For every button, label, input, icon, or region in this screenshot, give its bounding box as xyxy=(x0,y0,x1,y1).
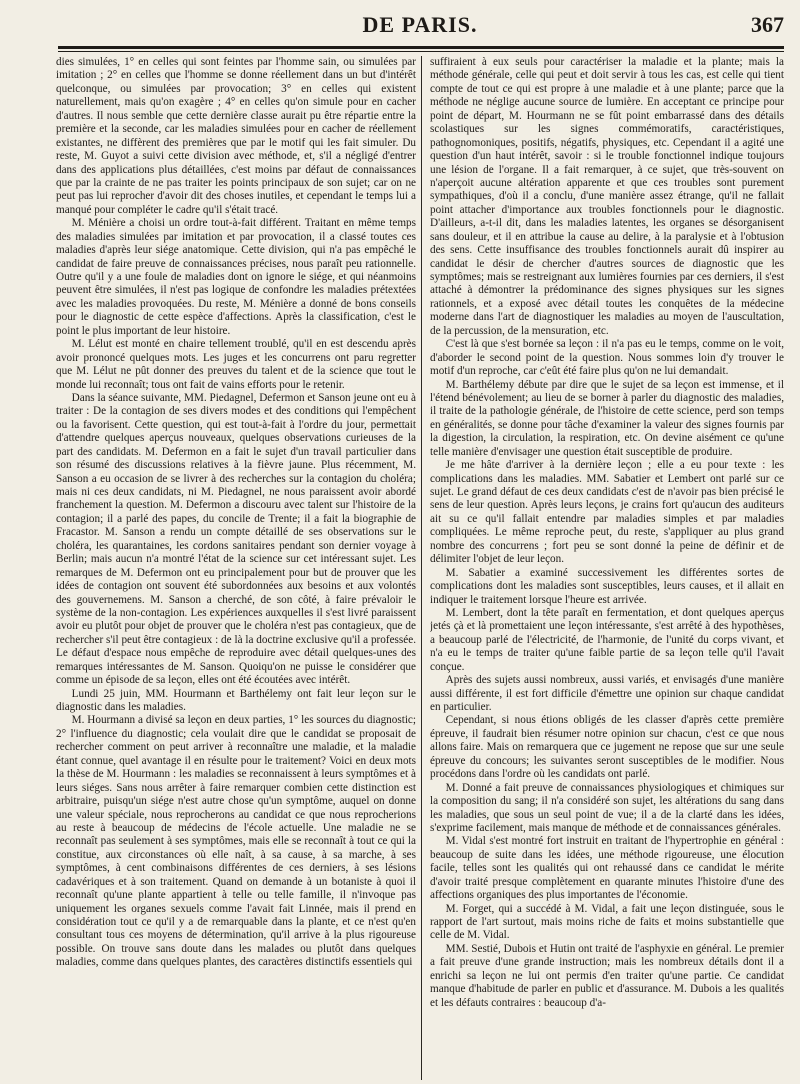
paragraph: M. Ménière a choisi un ordre tout-à-fait différent. Traitant en même temps des maladies simulées par imitation et par provocation, il a classé toutes ces maladies d'après leur siége anatomique. Cette division, qui n'a pas empêché le candidat de faire preuve de connaissances précises, nous paraît peu rationnelle. Outre qu'il y a une foule de maladies dont on ignore le siége, et qui néanmoins peuvent être simulées, il n'est pas logique de confondre les maladies prétextées avec les maladies provoquées. Du reste, M. Ménière a donné de bons conseils pour le diagnostic de cette espèce d'affections. Après la classification, c'est le point le plus important de leur histoire. xyxy=(56,217,416,337)
right-column xyxy=(430,56,784,1080)
column-divider xyxy=(421,56,422,1080)
paragraph: Lundi 25 juin, MM. Hourmann et Barthélemy ont fait leur leçon sur le diagnostic dans les maladies. xyxy=(56,687,416,713)
paragraph: suffiraient à eux seuls pour caractériser la maladie et la plante; mais la méthode générale, celle qui peut et doit servir à tous les cas, est celle qui tient compte de tout ce qui est propre à une maladie et à une plante; parce que la méthode ne néglige aucune source de lumière. En acceptant ce principe pour point de départ, M. Hourmann ne se fût point embarrassé dans des détails scolastiques sur les signes commémoratifs, caractéristiques, pathognomoniques, positifs, négatifs, physiques, etc. Cependant il a agité une question d'un haut intérêt, savoir : si le trouble fonctionnel indique toujours une lésion de l'organe. Il a fait remarquer, à ce sujet, que très-souvent on n'aperçoit aucune altération apparente et que ces troubles sont purement sympathiques, d'où il a conclu, d'une manière assez étrange, qu'il ne fallait point attacher d'importance aux troubles fonctionnels pour le diagnostic. D'ailleurs, a-t-il dit, dans les maladies latentes, les organes se désorganisent sans douleur, et il en attribue la cause au delire, à la paralysie et à l'obtusion des sens. Cette insuffisance des troubles fonctionnels aurait dû inspirer au candidat le désir de chercher d'autres sources de diagnostic que les symptômes; mais se restreignant aux lumières fournies par ces derniers, il s'est attaché à démontrer la prédominance des signes physiques sur les signes rationnels, et a exposé avec détail toutes les conquêtes de la médecine moderne dans l'art de diagnostiquer les maladies au moyen de l'auscultation, de la percussion, de la mensuration, etc. xyxy=(430,56,784,337)
paragraph: MM. Sestié, Dubois et Hutin ont traité de l'asphyxie en général. Le premier a fait preuve d'une grande instruction; mais les nombreux détails dont il a enrichi sa leçon ne lui ont permis d'en traiter qu'une partie. Ce candidat manque d'habitude de parler en public et d'assurance. M. Dubois a les qualités et les défauts contraires : beaucoup d'a- xyxy=(430,942,784,1009)
paragraph: Dans la séance suivante, MM. Piedagnel, Defermon et Sanson jeune ont eu à traiter : De la contagion de ses divers modes et des conditions qui l'empêchent ou la favorisent. Cette question, qui est tout-à-fait à l'ordre du jour, permettait d'attendre quelques aperçus nouveaux, quelques observations curieuses de la part des candidats. M. Defermon en a fait le sujet d'un travail particulier dans son résumé des discussions relatives à la fièvre jaune. Plus récemment, M. Sanson a eu occasion de se livrer à des recherches sur la contagion du choléra; mais ni ces deux candidats, ni M. Piedagnel, ne nous paraissent avoir abordé franchement la question. M. Defermon a discouru avec talent sur l'histoire de la contagion; il a parlé des papes, du concile de Trente; il a fait la biographie de Fracastor. M. Sanson a rendu un compte détaillé de ses observations sur le choléra, les quarantaines, les cordons sanitaires pendant son dernier voyage à Berlin; mais aucun n'a montré l'état de la science sur cet intéressant sujet. Les remarques de M. Defermon ont eu principalement pour but de prouver que les idées de contagion ont souvent été subordonnées aux besoins et aux volontés des gouvernemens. M. Sanson a cherché, de son côté, à faire prévaloir le système de la non-contagion. Les expériences auxquelles il s'est livré paraissent avoir eu plutôt pour objet de prouver que le choléra n'est pas contagieux, que de rechercher s'il peut être contagieux : de là la doctrine exclusive qu'il a professée. Le défaut d'espace nous empêche de reproduire avec détail quelques-unes des remarques intéressantes de M. Sanson. Quoiqu'on ne puisse le considérer que comme un épisode de sa leçon, elles ont été écoutées avec intérêt. xyxy=(56,391,416,687)
paragraph: M. Lélut est monté en chaire tellement troublé, qu'il en est descendu après avoir prononcé quelques mots. Les juges et les concurrens ont paru regretter que M. Lélut ne pût donner des preuves du talent et de la science que tout le monde lui reconnaît; tous ont fait de vains efforts pour le retenir. xyxy=(56,338,416,391)
paragraph: M. Barthélemy débute par dire que le sujet de sa leçon est immense, et il l'étend bénévolement; au lieu de se borner à parler du diagnostic des maladies, il traite de la pathologie générale, de l'histoire de cette science, perd son temps en généralités, se donne pour tâche d'examiner la valeur des signes fournis par la digestion, la circulation, la respiration, etc. On devine aisément ce qu'une telle manière d'envisager une question était susceptible de produire. xyxy=(430,378,784,458)
paragraph: M. Forget, qui a succédé à M. Vidal, a fait une leçon distinguée, sous le rapport de l'art surtout, mais moins riche de faits et moins substantielle que celle de M. Vidal. xyxy=(430,902,784,942)
paragraph: M. Hourmann a divisé sa leçon en deux parties, 1° les sources du diagnostic; 2° l'influence du diagnostic; cela voulait dire que le candidat se proposait de rechercher comment on peut arriver à reconnaître une maladie, et la maladie étant connue, quel avantage il en résulte pour le traitement? Voici en deux mots la thèse de M. Hourmann : les maladies se reconnaissent à leurs symptômes et à leurs siéges. Sans nous arrêter à faire remarquer combien cette distinction est arbitraire, puisqu'un siége n'est autre chose qu'un symptôme, auquel on donne une valeur spéciale, nous reprocherons au candidat ce que nous reprocherions au reste à beaucoup de médecins de l'école actuelle. Une maladie ne se reconnaît pas seulement à ses symptômes, mais elle se reconnaît à tout ce qui la constitue, aux circonstances où elle naît, à sa cause, à sa marche, à ses symptômes, à cent combinaisons différentes de ces derniers, à ses lésions cadavériques et à son traitement. Quand on demande à un botaniste à quoi il reconnaît qu'une plante appartient à telle ou telle famille, il n'invoque pas uniquement les organes sexuels comme l'avait fait Linnée, mais il prend en considération tout ce qu'il y a de remarquable dans la plante, et ce n'est qu'en consultant tous ces moyens de détermination, qu'il arrive à la plus rigoureuse possible. On trouve sans doute dans les malades ou plutôt dans quelques maladies, comme dans quelques plantes, des caractères distinctifs essentiels qui xyxy=(56,714,416,969)
running-title: DE PARIS. xyxy=(362,12,478,37)
paragraph: M. Lembert, dont la tête paraît en fermentation, et dont quelques aperçus jetés çà et là promettaient une leçon intéressante, s'est arrêté à des hypothèses, a beaucoup parlé de l'électricité, de l'harmonie, de l'unité du corps vivant, et n'a eu le temps de traiter qu'une faible partie de sa leçon telle qu'il l'avait conçue. xyxy=(430,606,784,673)
page-number: 367 xyxy=(751,12,784,37)
paragraph: Je me hâte d'arriver à la dernière leçon ; elle a eu pour texte : les complications dans les maladies. MM. Sabatier et Lembert ont parlé sur ce sujet. Le grand défaut de ces deux candidats c'est de n'avoir pas bien précisé le sens de leur question. Après leurs leçons, je crains fort qu'aucun des auditeurs ait su ce qu'il fallait entendre par maladies simples et par maladies compliquées. Le même reproche peut, du reste, s'appliquer au plus grand nombre des concurrens ; fort peu se sont donné la peine de définir et de délimiter l'objet de leur leçon. xyxy=(430,459,784,566)
paragraph: dies simulées, 1° en celles qui sont feintes par l'homme sain, ou simulées par imitation ; 2° en celles que l'homme se donne réellement dans un but d'intérêt quelconque, ou simulées par provocation; 3° en celles qui existent naturellement, mais qu'on exagère ; 4° en celles qu'on simule pour en cacher d'autres. Il nous semble que cette dernière classe aurait pu être répartie entre la première et la seconde, car les maladies simulées pour en cacher de réellement existantes, ne diffèrent des premières que par le motif qui les fait simuler. Du reste, M. Guyot a suivi cette division avec méthode, et, s'il a négligé d'entrer dans des applications plus détaillées, c'est moins par défaut de connaissances que par la crainte de ne pas traiter les points principaux de son sujet; car on ne peut pas lui reprocher d'avoir dit des choses inutiles, et cependant le temps lui a manqué pour compléter le cadre qu'il s'était tracé. xyxy=(56,56,416,216)
header-rule-thick xyxy=(58,46,784,49)
paragraph: M. Vidal s'est montré fort instruit en traitant de l'hypertrophie en général : beaucoup de suite dans les idées, une méthode rigoureuse, une élocution facile, telles sont les qualités qui ont rehaussé dans ce candidat le mérite d'avoir traité presque complètement en quarante minutes l'histoire d'une des affections organiques des plus importantes de l'économie. xyxy=(430,835,784,902)
paragraph: C'est là que s'est bornée sa leçon : il n'a pas eu le temps, comme on le voit, d'aborder le second point de la question. Nous sommes loin d'y trouver le motif d'un reproche, car c'eût été faire plus qu'on ne lui demandait. xyxy=(430,338,784,378)
paragraph: M. Donné a fait preuve de connaissances physiologiques et chimiques sur la composition du sang; il n'a considéré son sujet, les altérations du sang dans les maladies, que sous un seul point de vue; il a de la clarté dans les idées, s'exprime facilement, mais manque de méthode et de connaissances générales. xyxy=(430,781,784,834)
page-header xyxy=(56,12,784,42)
paragraph: Cependant, si nous étions obligés de les classer d'après cette première épreuve, il faudrait bien résumer notre opinion sur chacun, c'est ce que nous allons faire. Mais on remarquera que ce jugement ne repose que sur une seule épreuve du concours; les suivantes seront susceptibles de le modifier. Nous procédons dans l'ordre où les candidats ont parlé. xyxy=(430,714,784,781)
paragraph: Après des sujets aussi nombreux, aussi variés, et envisagés d'une manière aussi différente, il est fort difficile d'émettre une opinion sur chaque candidat en particulier. xyxy=(430,674,784,713)
left-column xyxy=(56,56,416,1080)
header-rule-thin xyxy=(58,51,784,52)
paragraph: M. Sabatier a examiné successivement les différentes sortes de complications dont les maladies sont susceptibles, leurs causes, et il allait en indiquer le traitement lorsque l'heure est arrivée. xyxy=(430,566,784,606)
